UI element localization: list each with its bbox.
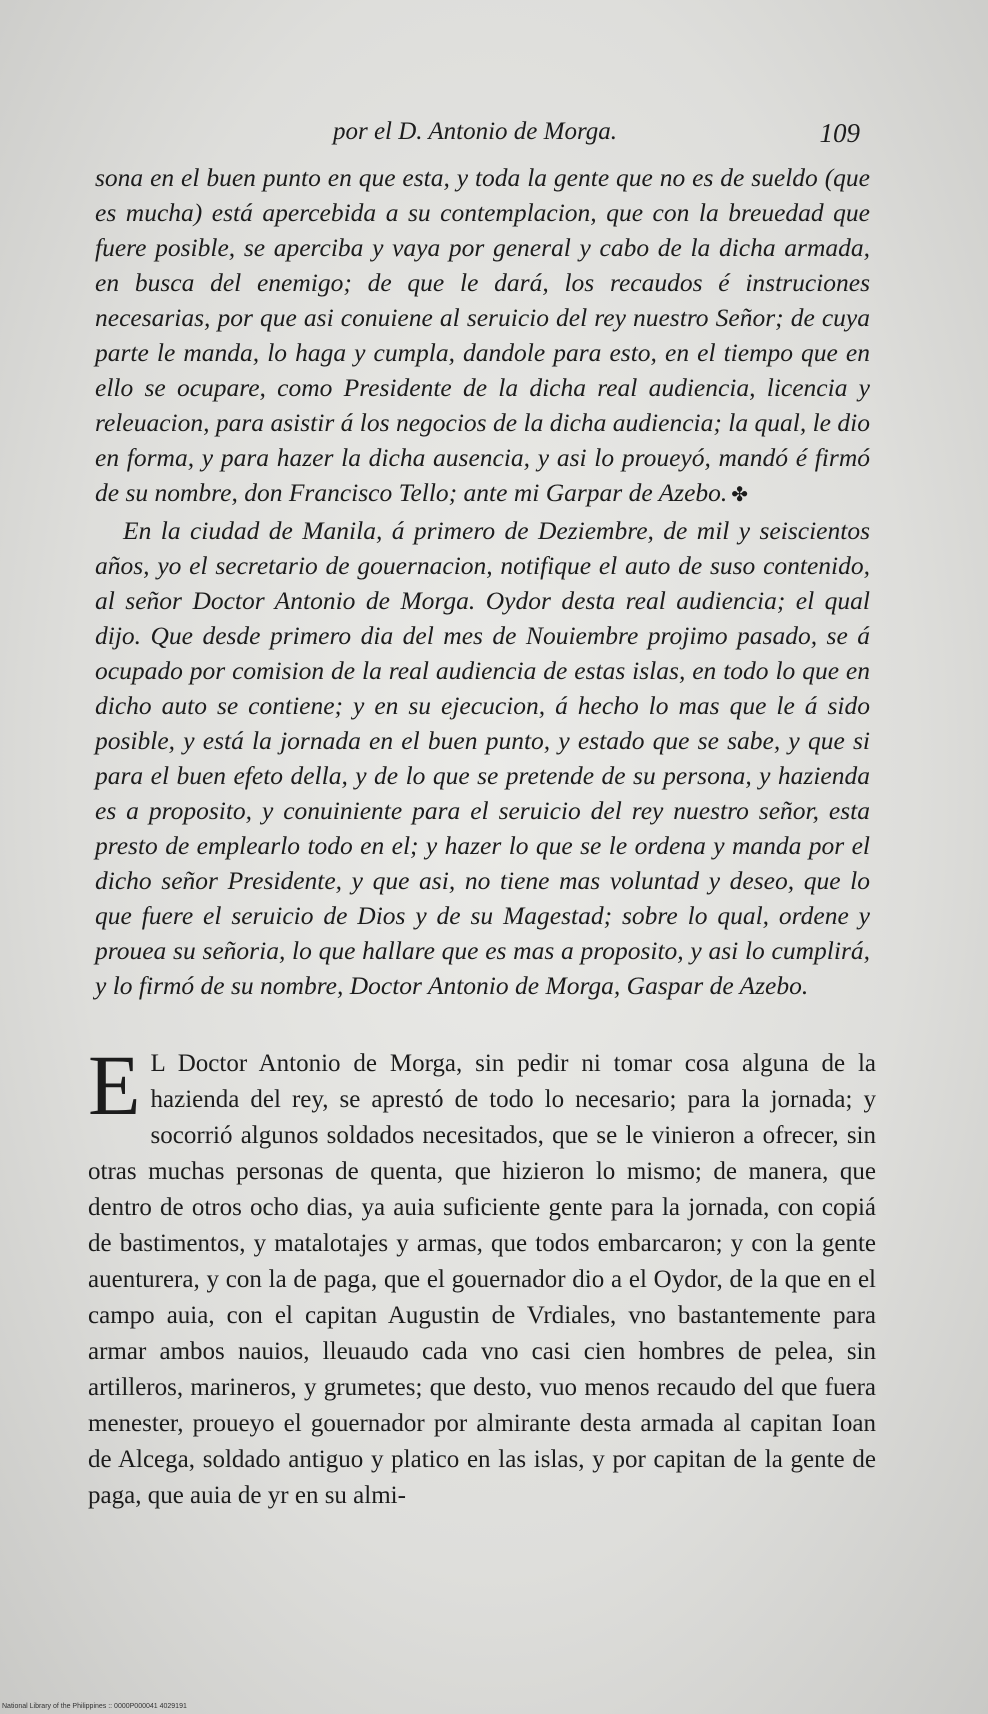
- page-number: 109: [819, 118, 860, 148]
- roman-paragraph: [88, 1037, 876, 1514]
- italic-text-block: [95, 160, 870, 1003]
- ornament-icon: ✤: [731, 484, 749, 506]
- library-stamp: National Library of the Philippines :: 0000P000041 4029191: [2, 1703, 187, 1710]
- page-header: [90, 118, 860, 158]
- running-head: por el D. Antonio de Morga.: [332, 118, 617, 145]
- italic-paragraph-decree: [95, 160, 870, 513]
- roman-paragraph-text: L Doctor Antonio de Morga, sin pedir ni tomar cosa alguna de la hazienda del rey, se aprestó de todo lo necesario; para la jornada; y socorrió algunos soldados necesitados, que se le vinieron a ofrecer, sin otras muchas personas de quenta, que hizieron lo mismo; de manera, que dentro de otros ocho dias, ya auia suficiente gente para la jornada, con copiá de bastimentos, y matalotajes y armas, que todos embarcaron; y con la gente auenturera, y con la de paga, que el gouernador dio a el Oydor, de la que en el campo auia, con el capitan Augustin de Vrdiales, vno bastantemente para armar ambos nauios, lleuaudo cada vno casi cien hombres de pelea, sin artilleros, marineros, y grumetes; que desto, vuo menos recaudo del que fuera menester, proueyo el gouernador por almirante desta armada al capitan Ioan de Alcega, soldado antiguo y platico en las islas, y por capitan de la gente de paga, que auia de yr en su almi-: [88, 1050, 876, 1509]
- italic-paragraph-notification: En la ciudad de Manila, á primero de Deziembre, de mil y seiscientos años, yo el secretario de gouernacion, notifique el auto de suso contenido, al señor Doctor Antonio de Morga. Oydor desta real audiencia; el qual dijo. Que desde primero dia del mes de Nouiembre projimo pasado, se á ocupado por comision de la real audiencia de estas islas, en todo lo que en dicho auto se contiene; y en su ejecucion, á hecho lo mas que le á sido posible, y está la jornada en el buen punto, y estado que se sabe, y que si para el buen efeto della, y de lo que se pretende de su persona, y hazienda es a proposito, y conuiniente para el seruicio del rey nuestro señor, esta presto de emplearlo todo en el; y hazer lo que se le ordena y manda por el dicho señor Presidente, y que asi, no tiene mas voluntad y deseo, que lo que fuere el seruicio de Dios y de su Magestad; sobre lo qual, ordene y prouea su señoria, lo que hallare que es mas a proposito, y asi lo cumplirá, y lo firmó de su nombre, Doctor Antonio de Morga, Gaspar de Azebo.: [95, 516, 870, 1000]
- decree-text: sona en el buen punto en que esta, y toda la gente que no es de sueldo (que es mucha) está apercebida a su contemplacion, que con la breuedad que fuere posible, se aperciba y vaya por general y cabo de la dicha armada, en busca del enemigo; de que le dará, los recaudos é instruciones necesarias, por que asi conuiene al seruicio del rey nuestro Señor; de cuya parte le manda, lo haga y cumpla, dandole para esto, en el tiempo que en ello se ocupare, como Presidente de la dicha real audiencia, licencia y releuacion, para asistir á los negocios de la dicha audiencia; la qual, le dio en forma, y para hazer la dicha ausencia, y asi lo proueyó, mandó é firmó de su nombre, don Francisco Tello; ante mi Garpar de Azebo.: [95, 163, 870, 507]
- drop-cap: E: [88, 1037, 141, 1133]
- roman-text-block: [88, 1037, 876, 1514]
